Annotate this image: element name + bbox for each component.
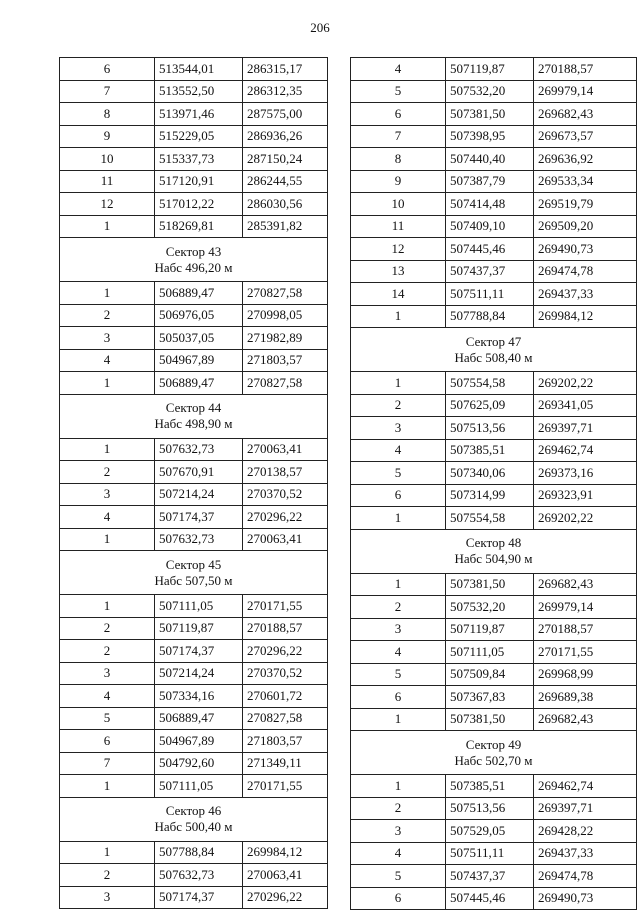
x-coordinate-cell: 507381,50	[446, 573, 534, 596]
table-row	[60, 662, 328, 685]
y-coordinate-cell: 269636,92	[534, 148, 637, 171]
x-coordinate-cell: 507445,46	[446, 887, 534, 910]
table-row	[351, 663, 637, 686]
table-row	[351, 462, 637, 485]
table-row	[351, 708, 637, 731]
x-coordinate-cell: 507532,20	[446, 80, 534, 103]
sector-title: Сектор 49	[465, 736, 522, 752]
point-number-cell: 13	[351, 260, 446, 283]
y-coordinate-cell: 270188,57	[534, 58, 637, 81]
table-row	[351, 103, 637, 126]
y-coordinate-cell: 269341,05	[534, 394, 637, 417]
table-row	[60, 80, 328, 103]
x-coordinate-cell: 507445,46	[446, 238, 534, 261]
y-coordinate-cell: 270827,58	[243, 282, 328, 305]
point-number-cell: 1	[60, 282, 155, 305]
table-row	[351, 775, 637, 798]
y-coordinate-cell: 269984,12	[243, 841, 328, 864]
sector-absolute-height: Набс 500,40 м	[154, 819, 233, 834]
point-number-cell: 3	[60, 662, 155, 685]
x-coordinate-cell: 515229,05	[155, 125, 243, 148]
sector-header-row	[60, 394, 328, 438]
table-row	[351, 842, 637, 865]
x-coordinate-cell: 507554,58	[446, 372, 534, 395]
table-row	[351, 820, 637, 843]
y-coordinate-cell: 269689,38	[534, 686, 637, 709]
y-coordinate-cell: 269673,57	[534, 125, 637, 148]
y-coordinate-cell: 270188,57	[534, 618, 637, 641]
x-coordinate-cell: 507409,10	[446, 215, 534, 238]
y-coordinate-cell: 270063,41	[243, 438, 328, 461]
table-row	[351, 507, 637, 530]
right-coordinate-table	[350, 57, 637, 910]
table-row	[60, 372, 328, 395]
table-row	[351, 865, 637, 888]
sector-header-row	[351, 328, 637, 372]
y-coordinate-cell: 270370,52	[243, 483, 328, 506]
x-coordinate-cell: 507119,87	[446, 618, 534, 641]
table-row	[351, 439, 637, 462]
table-row	[351, 887, 637, 910]
table-row	[60, 215, 328, 238]
point-number-cell: 4	[60, 685, 155, 708]
y-coordinate-cell: 270296,22	[243, 886, 328, 909]
point-number-cell: 12	[60, 193, 155, 216]
x-coordinate-cell: 507414,48	[446, 193, 534, 216]
point-number-cell: 8	[60, 103, 155, 126]
point-number-cell: 2	[351, 797, 446, 820]
point-number-cell: 1	[60, 528, 155, 551]
x-coordinate-cell: 507532,20	[446, 596, 534, 619]
y-coordinate-cell: 286315,17	[243, 58, 328, 81]
x-coordinate-cell: 515337,73	[155, 148, 243, 171]
point-number-cell: 4	[351, 842, 446, 865]
x-coordinate-cell: 507788,84	[446, 305, 534, 328]
y-coordinate-cell: 269397,71	[534, 797, 637, 820]
y-coordinate-cell: 270171,55	[243, 595, 328, 618]
point-number-cell: 9	[351, 170, 446, 193]
point-number-cell: 5	[60, 707, 155, 730]
point-number-cell: 6	[351, 887, 446, 910]
y-coordinate-cell: 270188,57	[243, 617, 328, 640]
table-row	[351, 618, 637, 641]
x-coordinate-cell: 517120,91	[155, 170, 243, 193]
x-coordinate-cell: 506889,47	[155, 707, 243, 730]
x-coordinate-cell: 513544,01	[155, 58, 243, 81]
y-coordinate-cell: 269968,99	[534, 663, 637, 686]
point-number-cell: 3	[60, 886, 155, 909]
point-number-cell: 14	[351, 283, 446, 306]
y-coordinate-cell: 286312,35	[243, 80, 328, 103]
table-row	[60, 506, 328, 529]
x-coordinate-cell: 507632,73	[155, 864, 243, 887]
table-row	[60, 707, 328, 730]
point-number-cell: 2	[60, 304, 155, 327]
x-coordinate-cell: 507111,05	[155, 775, 243, 798]
x-coordinate-cell: 507509,84	[446, 663, 534, 686]
y-coordinate-cell: 287575,00	[243, 103, 328, 126]
y-coordinate-cell: 270827,58	[243, 372, 328, 395]
table-row	[60, 886, 328, 909]
x-coordinate-cell: 507119,87	[155, 617, 243, 640]
y-coordinate-cell: 271982,89	[243, 327, 328, 350]
x-coordinate-cell: 507385,51	[446, 775, 534, 798]
point-number-cell: 7	[60, 752, 155, 775]
x-coordinate-cell: 506976,05	[155, 304, 243, 327]
sector-header	[60, 551, 328, 595]
y-coordinate-cell: 270171,55	[243, 775, 328, 798]
y-coordinate-cell: 269979,14	[534, 596, 637, 619]
x-coordinate-cell: 507174,37	[155, 506, 243, 529]
y-coordinate-cell: 287150,24	[243, 148, 328, 171]
x-coordinate-cell: 518269,81	[155, 215, 243, 238]
sector-header-row	[60, 238, 328, 282]
sector-title: Сектор 47	[465, 333, 522, 349]
point-number-cell: 5	[351, 663, 446, 686]
x-coordinate-cell: 507625,09	[446, 394, 534, 417]
sector-header-row	[60, 797, 328, 841]
x-coordinate-cell: 507174,37	[155, 886, 243, 909]
table-row	[60, 685, 328, 708]
x-coordinate-cell: 507440,40	[446, 148, 534, 171]
x-coordinate-cell: 504967,89	[155, 349, 243, 372]
sector-absolute-height: Набс 507,50 м	[154, 572, 233, 588]
point-number-cell: 3	[351, 820, 446, 843]
x-coordinate-cell: 507513,56	[446, 417, 534, 440]
x-coordinate-cell: 507788,84	[155, 841, 243, 864]
y-coordinate-cell: 269984,12	[534, 305, 637, 328]
x-coordinate-cell: 507334,16	[155, 685, 243, 708]
y-coordinate-cell: 269437,33	[534, 842, 637, 865]
x-coordinate-cell: 507632,73	[155, 438, 243, 461]
point-number-cell: 1	[351, 775, 446, 798]
left-coordinate-table	[59, 57, 328, 909]
x-coordinate-cell: 507632,73	[155, 528, 243, 551]
point-number-cell: 1	[60, 595, 155, 618]
point-number-cell: 6	[351, 484, 446, 507]
table-row	[60, 170, 328, 193]
table-row	[351, 193, 637, 216]
sector-title: Сектор 46	[165, 803, 222, 818]
y-coordinate-cell: 269509,20	[534, 215, 637, 238]
x-coordinate-cell: 505037,05	[155, 327, 243, 350]
point-number-cell: 2	[60, 617, 155, 640]
table-row	[351, 260, 637, 283]
point-number-cell: 4	[60, 506, 155, 529]
y-coordinate-cell: 285391,82	[243, 215, 328, 238]
point-number-cell: 1	[60, 215, 155, 238]
y-coordinate-cell: 269490,73	[534, 238, 637, 261]
point-number-cell: 10	[60, 148, 155, 171]
sector-header	[351, 328, 637, 372]
x-coordinate-cell: 513552,50	[155, 80, 243, 103]
y-coordinate-cell: 270138,57	[243, 461, 328, 484]
point-number-cell: 3	[60, 483, 155, 506]
point-number-cell: 5	[351, 80, 446, 103]
table-row	[351, 573, 637, 596]
y-coordinate-cell: 269682,43	[534, 573, 637, 596]
x-coordinate-cell: 507437,37	[446, 865, 534, 888]
x-coordinate-cell: 504967,89	[155, 730, 243, 753]
point-number-cell: 2	[60, 864, 155, 887]
x-coordinate-cell: 507111,05	[446, 641, 534, 664]
table-row	[60, 617, 328, 640]
y-coordinate-cell: 269474,78	[534, 260, 637, 283]
x-coordinate-cell: 507381,50	[446, 708, 534, 731]
point-number-cell: 5	[351, 865, 446, 888]
point-number-cell: 3	[351, 417, 446, 440]
table-row	[351, 148, 637, 171]
x-coordinate-cell: 507529,05	[446, 820, 534, 843]
y-coordinate-cell: 286244,55	[243, 170, 328, 193]
point-number-cell: 12	[351, 238, 446, 261]
table-row	[60, 752, 328, 775]
y-coordinate-cell: 269202,22	[534, 372, 637, 395]
x-coordinate-cell: 507174,37	[155, 640, 243, 663]
point-number-cell: 1	[60, 438, 155, 461]
point-number-cell: 7	[60, 80, 155, 103]
page-number: 206	[310, 20, 330, 35]
point-number-cell: 11	[351, 215, 446, 238]
table-row	[351, 305, 637, 328]
point-number-cell: 6	[351, 103, 446, 126]
x-coordinate-cell: 507437,37	[446, 260, 534, 283]
sector-header-row	[351, 731, 637, 775]
sector-absolute-height: Набс 502,70 м	[454, 752, 533, 768]
table-row	[351, 283, 637, 306]
point-number-cell: 1	[351, 305, 446, 328]
point-number-cell: 9	[60, 125, 155, 148]
x-coordinate-cell: 507385,51	[446, 439, 534, 462]
x-coordinate-cell: 507511,11	[446, 842, 534, 865]
table-row	[60, 282, 328, 305]
y-coordinate-cell: 270171,55	[534, 641, 637, 664]
point-number-cell: 2	[351, 394, 446, 417]
point-number-cell: 4	[351, 439, 446, 462]
x-coordinate-cell: 507367,83	[446, 686, 534, 709]
table-row	[60, 148, 328, 171]
point-number-cell: 1	[60, 372, 155, 395]
point-number-cell: 4	[351, 641, 446, 664]
x-coordinate-cell: 507387,79	[446, 170, 534, 193]
y-coordinate-cell: 269428,22	[534, 820, 637, 843]
point-number-cell: 1	[60, 775, 155, 798]
x-coordinate-cell: 506889,47	[155, 372, 243, 395]
table-row	[351, 484, 637, 507]
point-number-cell: 6	[60, 730, 155, 753]
point-number-cell: 8	[351, 148, 446, 171]
table-row	[351, 215, 637, 238]
table-row	[351, 58, 637, 81]
y-coordinate-cell: 269323,91	[534, 484, 637, 507]
y-coordinate-cell: 269462,74	[534, 775, 637, 798]
sector-header	[60, 394, 328, 438]
x-coordinate-cell: 507111,05	[155, 595, 243, 618]
y-coordinate-cell: 269373,16	[534, 462, 637, 485]
table-row	[351, 372, 637, 395]
y-coordinate-cell: 269490,73	[534, 887, 637, 910]
table-row	[351, 641, 637, 664]
table-row	[60, 304, 328, 327]
x-coordinate-cell: 507340,06	[446, 462, 534, 485]
point-number-cell: 2	[60, 461, 155, 484]
y-coordinate-cell: 270296,22	[243, 506, 328, 529]
y-coordinate-cell: 270998,05	[243, 304, 328, 327]
y-coordinate-cell: 269979,14	[534, 80, 637, 103]
table-row	[351, 80, 637, 103]
sector-header-row	[351, 529, 637, 573]
x-coordinate-cell: 513971,46	[155, 103, 243, 126]
table-row	[351, 596, 637, 619]
sector-absolute-height: Набс 504,90 м	[454, 551, 533, 566]
x-coordinate-cell: 507511,11	[446, 283, 534, 306]
point-number-cell: 1	[351, 507, 446, 530]
table-row	[60, 193, 328, 216]
sector-title: Сектор 45	[165, 556, 222, 572]
x-coordinate-cell: 507670,91	[155, 461, 243, 484]
x-coordinate-cell: 507381,50	[446, 103, 534, 126]
point-number-cell: 4	[351, 58, 446, 81]
sector-header	[351, 731, 637, 775]
table-row	[60, 864, 328, 887]
point-number-cell: 2	[351, 596, 446, 619]
table-row	[60, 327, 328, 350]
y-coordinate-cell: 271803,57	[243, 730, 328, 753]
sector-absolute-height: Набс 498,90 м	[154, 416, 233, 431]
y-coordinate-cell: 269533,34	[534, 170, 637, 193]
table-row	[60, 775, 328, 798]
y-coordinate-cell: 271803,57	[243, 349, 328, 372]
y-coordinate-cell: 269202,22	[534, 507, 637, 530]
y-coordinate-cell: 269397,71	[534, 417, 637, 440]
y-coordinate-cell: 270063,41	[243, 864, 328, 887]
point-number-cell: 6	[351, 686, 446, 709]
table-row	[351, 170, 637, 193]
x-coordinate-cell: 507513,56	[446, 797, 534, 820]
sector-title: Сектор 44	[165, 400, 222, 415]
table-row	[60, 483, 328, 506]
sector-header	[351, 529, 637, 573]
table-row	[60, 125, 328, 148]
sector-title: Сектор 48	[465, 535, 522, 550]
table-row	[351, 394, 637, 417]
point-number-cell: 3	[351, 618, 446, 641]
y-coordinate-cell: 270370,52	[243, 662, 328, 685]
x-coordinate-cell: 507214,24	[155, 662, 243, 685]
point-number-cell: 1	[351, 573, 446, 596]
table-row	[351, 125, 637, 148]
x-coordinate-cell: 517012,22	[155, 193, 243, 216]
y-coordinate-cell: 270296,22	[243, 640, 328, 663]
table-row	[60, 841, 328, 864]
y-coordinate-cell: 269682,43	[534, 708, 637, 731]
point-number-cell: 1	[60, 841, 155, 864]
table-row	[351, 238, 637, 261]
y-coordinate-cell: 270827,58	[243, 707, 328, 730]
point-number-cell: 6	[60, 58, 155, 81]
sector-title: Сектор 43	[165, 243, 222, 259]
y-coordinate-cell: 269462,74	[534, 439, 637, 462]
table-row	[60, 640, 328, 663]
sector-header-row	[60, 551, 328, 595]
table-row	[60, 595, 328, 618]
point-number-cell: 3	[60, 327, 155, 350]
y-coordinate-cell: 270601,72	[243, 685, 328, 708]
table-row	[60, 730, 328, 753]
point-number-cell: 1	[351, 372, 446, 395]
sector-absolute-height: Набс 496,20 м	[154, 259, 233, 275]
y-coordinate-cell: 286030,56	[243, 193, 328, 216]
x-coordinate-cell: 507314,99	[446, 484, 534, 507]
x-coordinate-cell: 506889,47	[155, 282, 243, 305]
sector-header	[60, 238, 328, 282]
x-coordinate-cell: 507119,87	[446, 58, 534, 81]
table-row	[60, 528, 328, 551]
y-coordinate-cell: 286936,26	[243, 125, 328, 148]
x-coordinate-cell: 504792,60	[155, 752, 243, 775]
point-number-cell: 7	[351, 125, 446, 148]
x-coordinate-cell: 507214,24	[155, 483, 243, 506]
point-number-cell: 1	[351, 708, 446, 731]
table-row	[60, 58, 328, 81]
y-coordinate-cell: 270063,41	[243, 528, 328, 551]
table-row	[60, 461, 328, 484]
y-coordinate-cell: 269474,78	[534, 865, 637, 888]
x-coordinate-cell: 507554,58	[446, 507, 534, 530]
y-coordinate-cell: 269682,43	[534, 103, 637, 126]
table-row	[60, 349, 328, 372]
y-coordinate-cell: 271349,11	[243, 752, 328, 775]
point-number-cell: 5	[351, 462, 446, 485]
table-row	[60, 438, 328, 461]
sector-absolute-height: Набс 508,40 м	[454, 349, 533, 365]
sector-header	[60, 797, 328, 841]
point-number-cell: 10	[351, 193, 446, 216]
table-row	[60, 103, 328, 126]
x-coordinate-cell: 507398,95	[446, 125, 534, 148]
y-coordinate-cell: 269437,33	[534, 283, 637, 306]
table-row	[351, 797, 637, 820]
y-coordinate-cell: 269519,79	[534, 193, 637, 216]
point-number-cell: 11	[60, 170, 155, 193]
table-row	[351, 417, 637, 440]
table-row	[351, 686, 637, 709]
point-number-cell: 4	[60, 349, 155, 372]
point-number-cell: 2	[60, 640, 155, 663]
